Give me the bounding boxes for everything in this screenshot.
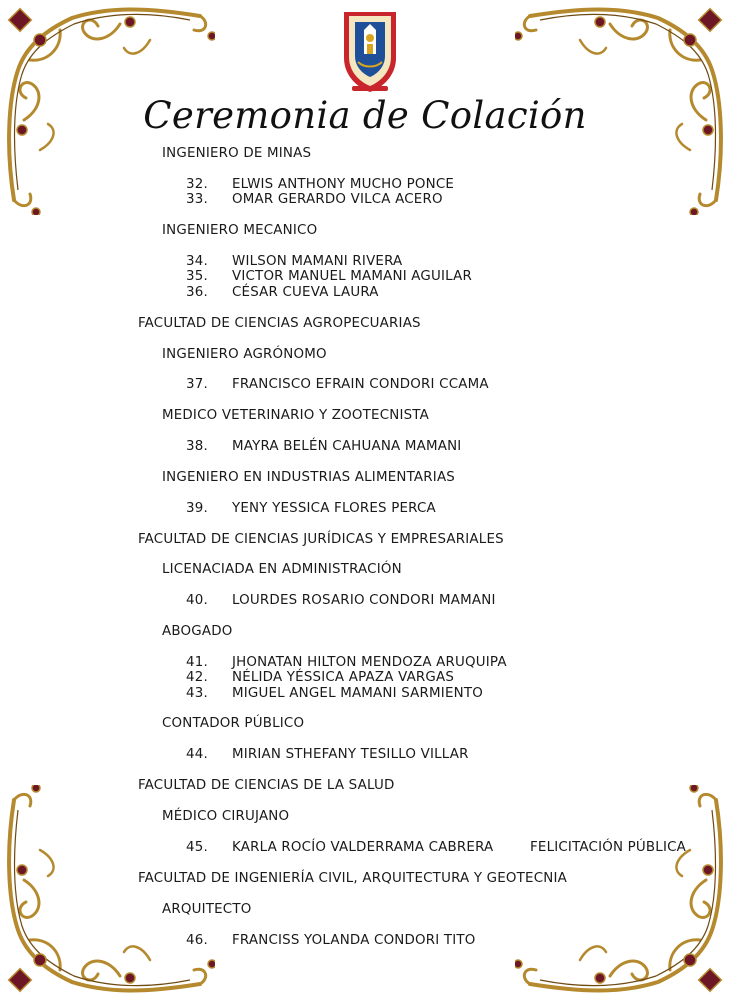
graduate-number: 42. bbox=[186, 670, 208, 685]
degree-heading: MEDICO VETERINARIO Y ZOOTECNISTA bbox=[162, 408, 430, 423]
graduate-name: JHONATAN HILTON MENDOZA ARUQUIPA bbox=[232, 655, 507, 670]
faculty-heading: FACULTAD DE CIENCIAS AGROPECUARIAS bbox=[138, 316, 421, 331]
degree-heading: INGENIERO DE MINAS bbox=[162, 146, 312, 161]
graduate-name: FRANCISS YOLANDA CONDORI TITO bbox=[232, 933, 476, 948]
degree-heading: CONTADOR PÚBLICO bbox=[162, 716, 305, 731]
degree-heading: INGENIERO MECANICO bbox=[162, 223, 318, 238]
degree-heading: LICENACIADA EN ADMINISTRACIÓN bbox=[162, 562, 402, 577]
graduate-name: KARLA ROCÍO VALDERRAMA CABRERA bbox=[232, 840, 494, 855]
graduate-name: MIGUEL ANGEL MAMANI SARMIENTO bbox=[232, 686, 483, 701]
graduate-name: ELWIS ANTHONY MUCHO PONCE bbox=[232, 177, 455, 192]
graduate-number: 36. bbox=[186, 285, 208, 300]
ornament-corner-bottom-right bbox=[515, 785, 730, 1000]
graduate-number: 46. bbox=[186, 933, 208, 948]
graduate-number: 40. bbox=[186, 593, 208, 608]
faculty-heading: FACULTAD DE INGENIERÍA CIVIL, ARQUITECTURA Y GEOTECNIA bbox=[138, 871, 567, 886]
degree-heading: ARQUITECTO bbox=[162, 902, 252, 917]
university-seal-logo bbox=[338, 8, 402, 94]
graduate-number: 37. bbox=[186, 377, 208, 392]
graduate-name: LOURDES ROSARIO CONDORI MAMANI bbox=[232, 593, 496, 608]
graduate-number: 43. bbox=[186, 686, 208, 701]
graduate-honor-note: FELICITACIÓN PÚBLICA bbox=[530, 840, 687, 855]
graduate-number: 35. bbox=[186, 269, 208, 284]
graduate-number: 44. bbox=[186, 747, 208, 762]
degree-heading: INGENIERO EN INDUSTRIAS ALIMENTARIAS bbox=[162, 470, 456, 485]
graduate-number: 33. bbox=[186, 192, 208, 207]
graduate-number: 45. bbox=[186, 840, 208, 855]
graduate-name: VICTOR MANUEL MAMANI AGUILAR bbox=[232, 269, 472, 284]
graduate-name: CÉSAR CUEVA LAURA bbox=[232, 285, 379, 300]
graduate-name: NÉLIDA YÉSSICA APAZA VARGAS bbox=[232, 670, 455, 685]
graduate-number: 41. bbox=[186, 655, 208, 670]
graduate-number: 34. bbox=[186, 254, 208, 269]
graduate-name: FRANCISCO EFRAIN CONDORI CCAMA bbox=[232, 377, 489, 392]
graduate-name: YENY YESSICA FLORES PERCA bbox=[232, 501, 436, 516]
page-title: Ceremonia de Colación bbox=[143, 94, 587, 137]
graduate-number: 39. bbox=[186, 501, 208, 516]
graduate-number: 38. bbox=[186, 439, 208, 454]
graduate-name: MAYRA BELÉN CAHUANA MAMANI bbox=[232, 439, 462, 454]
graduate-name: MIRIAN STHEFANY TESILLO VILLAR bbox=[232, 747, 469, 762]
faculty-heading: FACULTAD DE CIENCIAS JURÍDICAS Y EMPRESARIALES bbox=[138, 532, 504, 547]
degree-heading: MÉDICO CIRUJANO bbox=[162, 809, 290, 824]
faculty-heading: FACULTAD DE CIENCIAS DE LA SALUD bbox=[138, 778, 395, 793]
degree-heading: ABOGADO bbox=[162, 624, 233, 639]
graduate-number: 32. bbox=[186, 177, 208, 192]
graduate-name: WILSON MAMANI RIVERA bbox=[232, 254, 403, 269]
graduate-name: OMAR GERARDO VILCA ACERO bbox=[232, 192, 443, 207]
degree-heading: INGENIERO AGRÓNOMO bbox=[162, 347, 327, 362]
